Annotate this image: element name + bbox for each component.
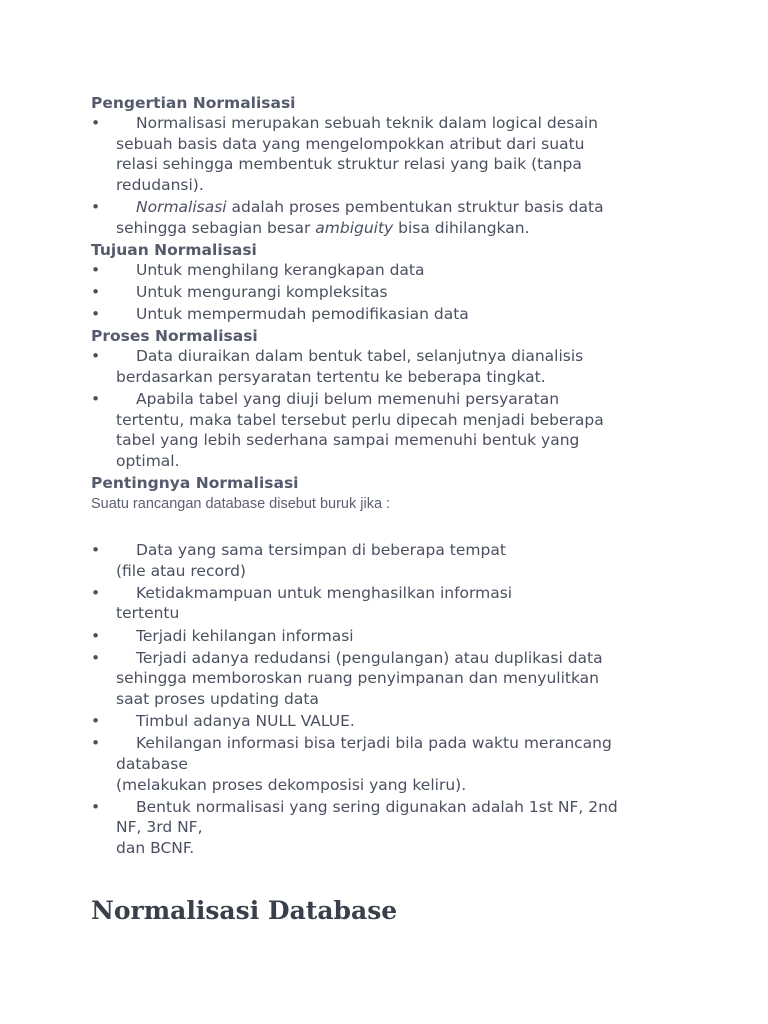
item-text: sehingga sebagian besar [116, 218, 316, 237]
heading-tujuan: Tujuan Normalisasi [91, 240, 257, 259]
bullet: • [91, 197, 101, 216]
document-title: Normalisasi Database [91, 896, 398, 925]
list-item [91, 304, 681, 325]
bullet: • [91, 541, 101, 560]
item-text: adalah proses pembentukan struktur basis data [226, 197, 604, 216]
bullet: • [91, 305, 101, 324]
item-text: tertentu [116, 604, 180, 623]
item-text: Data yang sama tersimpan di beberapa tempat [136, 541, 506, 560]
bullet: • [91, 347, 101, 366]
list-item [91, 540, 681, 581]
list-proses [91, 346, 681, 471]
item-text: Untuk menghilang kerangkapan data [136, 260, 425, 279]
list-item [91, 260, 681, 281]
list-tujuan [91, 260, 681, 325]
list-item [91, 583, 681, 624]
item-text: Timbul adanya NULL VALUE. [136, 712, 355, 731]
list-item [91, 346, 681, 387]
bullet: • [91, 390, 101, 409]
bullet: • [91, 583, 101, 602]
item-text: bisa dihilangkan. [393, 218, 530, 237]
item-text: Terjadi adanya redudansi (pengulangan) atau duplikasi data [136, 648, 603, 667]
item-text: redudansi). [116, 175, 204, 194]
bullet: • [91, 282, 101, 301]
item-text: Apabila tabel yang diuji belum memenuhi persyaratan [136, 390, 560, 409]
item-text: sehingga memboroskan ruang penyimpanan dan menyulitkan [116, 669, 599, 688]
bullet: • [91, 797, 101, 816]
item-text: tertentu, maka tabel tersebut perlu dipecah menjadi beberapa [116, 410, 604, 429]
item-text: Kehilangan informasi bisa terjadi bila pada waktu merancang [136, 734, 612, 753]
item-text: dan BCNF. [116, 838, 195, 857]
list-item [91, 197, 681, 238]
item-text: optimal. [116, 451, 180, 470]
item-text: Normalisasi merupakan sebuah teknik dalam logical desain [136, 114, 598, 132]
list-item [91, 711, 681, 732]
spacer [91, 513, 681, 540]
list-item [91, 648, 681, 710]
item-text: Data diuraikan dalam bentuk tabel, selanjutnya dianalisis [136, 347, 584, 366]
bullet: • [91, 648, 101, 667]
item-text: (file atau record) [116, 561, 246, 580]
list-item [91, 389, 681, 471]
item-text: sebuah basis data yang mengelompokkan atribut dari suatu [116, 134, 585, 153]
item-text: berdasarkan persyaratan tertentu ke beberapa tingkat. [116, 367, 546, 386]
list-item [91, 626, 681, 647]
list-item [91, 733, 681, 795]
list-pengertian [91, 113, 681, 238]
item-text: Bentuk normalisasi yang sering digunakan adalah 1st NF, 2nd [136, 797, 618, 816]
item-text: relasi sehingga membentuk struktur relasi yang baik (tanpa [116, 155, 582, 174]
emphasis-term: Normalisasi [136, 197, 227, 216]
list-pentingnya [91, 540, 681, 858]
intro-text: Suatu rancangan database disebut buruk jika : [91, 496, 391, 513]
item-text: Terjadi kehilangan informasi [136, 626, 354, 645]
bullet: • [91, 712, 101, 731]
list-item [91, 282, 681, 303]
item-text: Untuk mengurangi kompleksitas [136, 282, 388, 301]
bullet: • [91, 114, 101, 132]
item-text: saat proses updating data [116, 690, 319, 708]
item-text: NF, 3rd NF, [116, 818, 203, 837]
bullet: • [91, 260, 101, 279]
item-text: tabel yang lebih sederhana sampai memenuhi bentuk yang [116, 431, 580, 450]
item-text: (melakukan proses dekomposisi yang keliru). [116, 775, 467, 794]
bullet: • [91, 626, 101, 645]
document-body [91, 93, 681, 860]
list-item [91, 113, 681, 195]
bullet: • [91, 734, 101, 753]
list-item [91, 797, 681, 859]
emphasis-term: ambiguity [315, 218, 394, 237]
heading-proses: Proses Normalisasi [91, 327, 258, 346]
heading-pentingnya: Pentingnya Normalisasi [91, 474, 299, 493]
heading-pengertian: Pengertian Normalisasi [91, 94, 296, 112]
item-text: Untuk mempermudah pemodifikasian data [136, 305, 469, 324]
item-text: database [116, 754, 188, 773]
item-text: Ketidakmampuan untuk menghasilkan informasi [136, 583, 513, 602]
